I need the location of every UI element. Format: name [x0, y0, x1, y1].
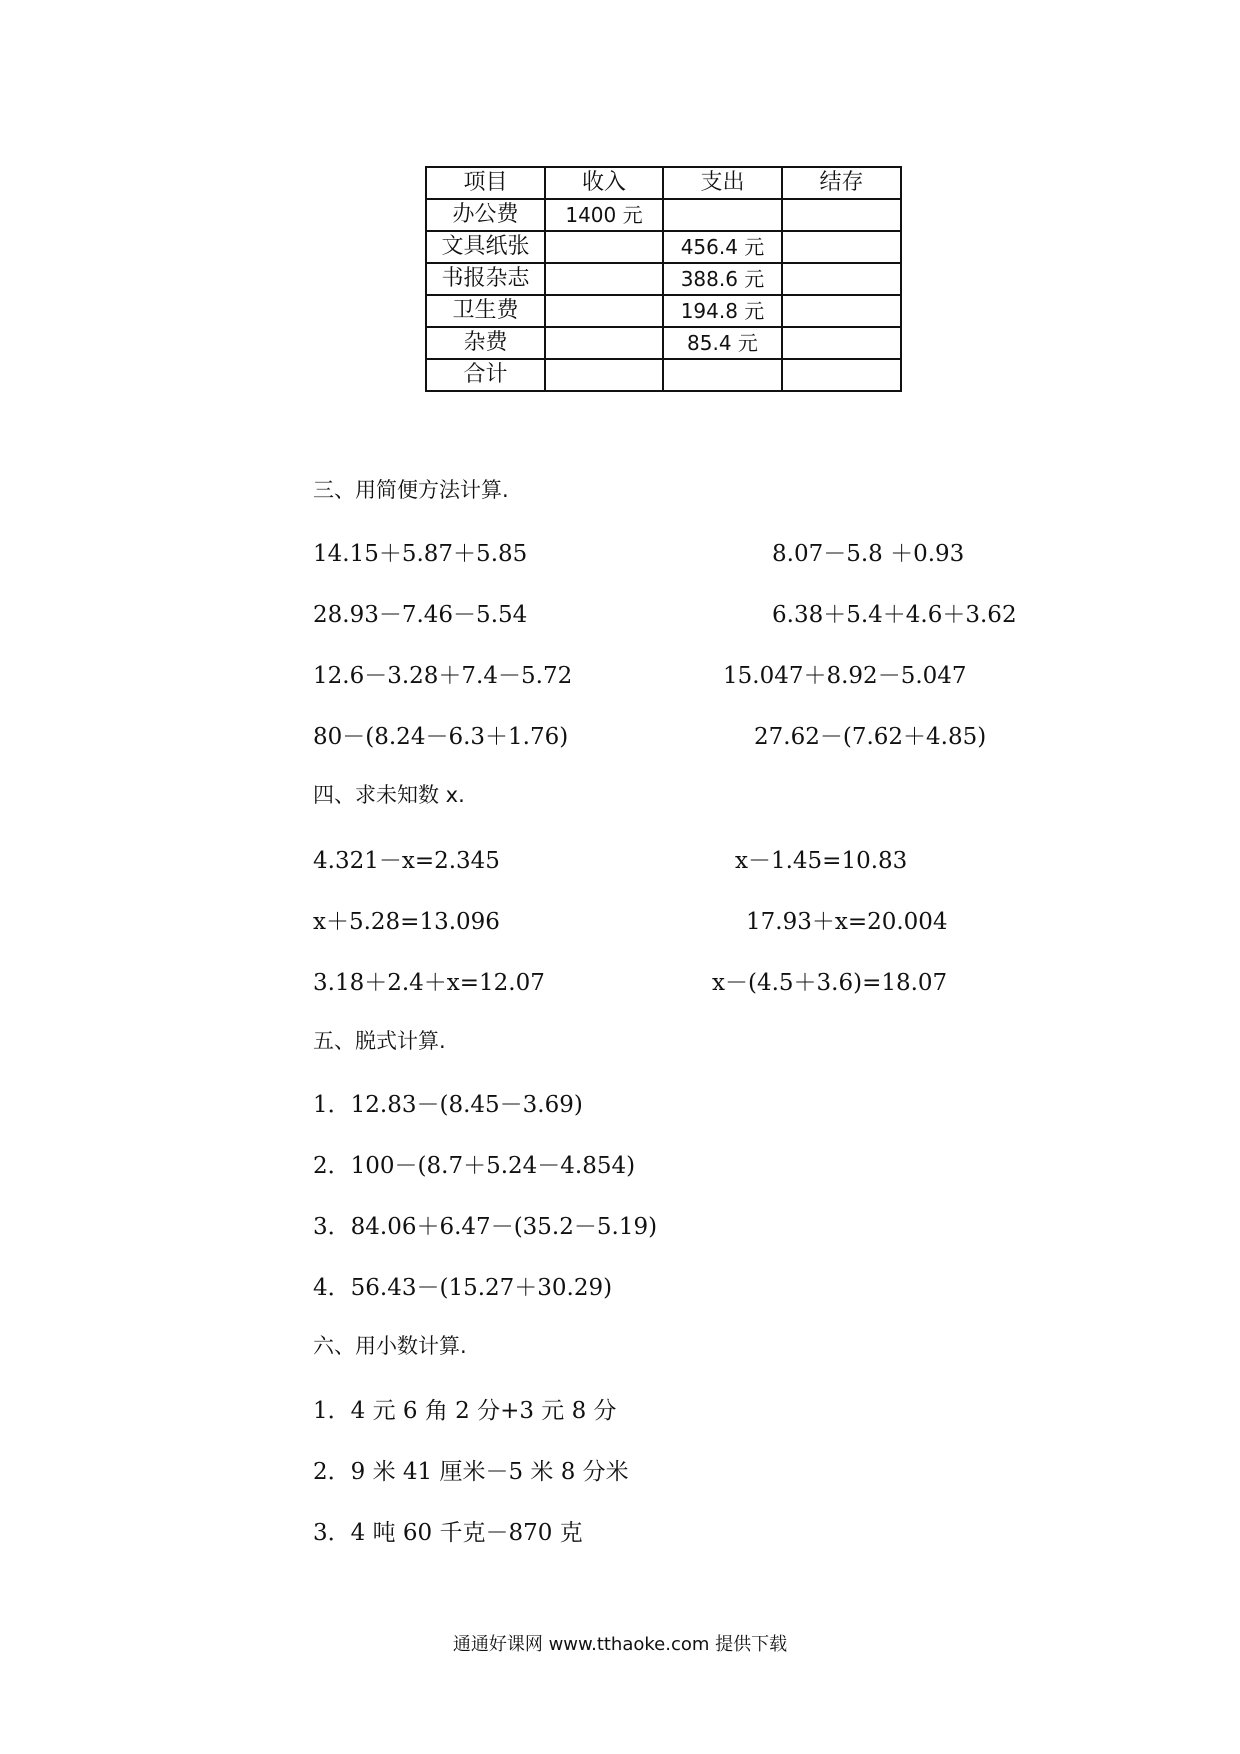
cell-item: 书报杂志	[426, 263, 545, 295]
cell-expense	[663, 199, 782, 231]
cell-income	[545, 295, 663, 327]
section-5-item-1: 1．12.83－(8.45－3.69)	[313, 1092, 583, 1118]
table-row	[426, 199, 901, 231]
section-3-title: 三、用简便方法计算.	[313, 478, 509, 502]
section-4-right-1: x－1.45=10.83	[735, 848, 908, 874]
table-row-total	[426, 359, 901, 391]
header-balance: 结存	[782, 167, 901, 199]
section-3-right-2: 6.38＋5.4＋4.6＋3.62	[772, 602, 1017, 628]
section-6-item-1: 1．4 元 6 角 2 分+3 元 8 分	[313, 1398, 617, 1424]
page-footer: 通通好课网 www.tthaoke.com 提供下载	[452, 1634, 788, 1655]
section-5-title: 五、脱式计算.	[313, 1029, 446, 1053]
cell-item: 办公费	[426, 199, 545, 231]
cell-item: 合计	[426, 359, 545, 391]
section-3-left-2: 28.93－7.46－5.54	[313, 602, 528, 628]
cell-expense: 194.8 元	[663, 295, 782, 327]
cell-expense: 456.4 元	[663, 231, 782, 263]
section-3-left-4: 80－(8.24－6.3＋1.76)	[313, 724, 569, 750]
section-3-right-4: 27.62－(7.62＋4.85)	[754, 724, 987, 750]
section-6-title: 六、用小数计算.	[313, 1334, 467, 1358]
cell-expense	[663, 359, 782, 391]
cell-balance	[782, 263, 901, 295]
section-4-title: 四、求未知数 x.	[313, 783, 465, 807]
header-income: 收入	[545, 167, 663, 199]
cell-item: 文具纸张	[426, 231, 545, 263]
section-3-left-3: 12.6－3.28＋7.4－5.72	[313, 663, 573, 689]
cell-balance	[782, 295, 901, 327]
cell-income: 1400 元	[545, 199, 663, 231]
cell-income	[545, 327, 663, 359]
section-3-left-1: 14.15＋5.87＋5.85	[313, 541, 528, 567]
cell-expense: 388.6 元	[663, 263, 782, 295]
table-row	[426, 327, 901, 359]
header-item: 项目	[426, 167, 545, 199]
section-6-item-3: 3．4 吨 60 千克－870 克	[313, 1520, 583, 1546]
section-4-left-2: x＋5.28=13.096	[313, 909, 500, 935]
cell-item: 杂费	[426, 327, 545, 359]
ledger-header-row	[426, 167, 901, 199]
cell-income	[545, 263, 663, 295]
cell-balance	[782, 359, 901, 391]
section-3-right-3: 15.047＋8.92－5.047	[723, 663, 967, 689]
cell-income	[545, 231, 663, 263]
section-5-item-4: 4．56.43－(15.27＋30.29)	[313, 1275, 613, 1301]
cell-expense: 85.4 元	[663, 327, 782, 359]
section-6-item-2: 2．9 米 41 厘米－5 米 8 分米	[313, 1459, 629, 1485]
table-row	[426, 295, 901, 327]
cell-balance	[782, 231, 901, 263]
section-4-left-3: 3.18＋2.4＋x=12.07	[313, 970, 545, 996]
header-expense: 支出	[663, 167, 782, 199]
section-4-left-1: 4.321－x=2.345	[313, 848, 500, 874]
cell-income	[545, 359, 663, 391]
ledger-table	[425, 166, 902, 392]
section-3-right-1: 8.07－5.8 ＋0.93	[772, 541, 965, 567]
table-row	[426, 231, 901, 263]
table-row	[426, 263, 901, 295]
section-5-item-3: 3．84.06＋6.47－(35.2－5.19)	[313, 1214, 658, 1240]
section-4-right-2: 17.93＋x=20.004	[746, 909, 948, 935]
cell-balance	[782, 199, 901, 231]
section-4-right-3: x－(4.5＋3.6)=18.07	[712, 970, 948, 996]
cell-balance	[782, 327, 901, 359]
section-5-item-2: 2．100－(8.7＋5.24－4.854)	[313, 1153, 636, 1179]
cell-item: 卫生费	[426, 295, 545, 327]
